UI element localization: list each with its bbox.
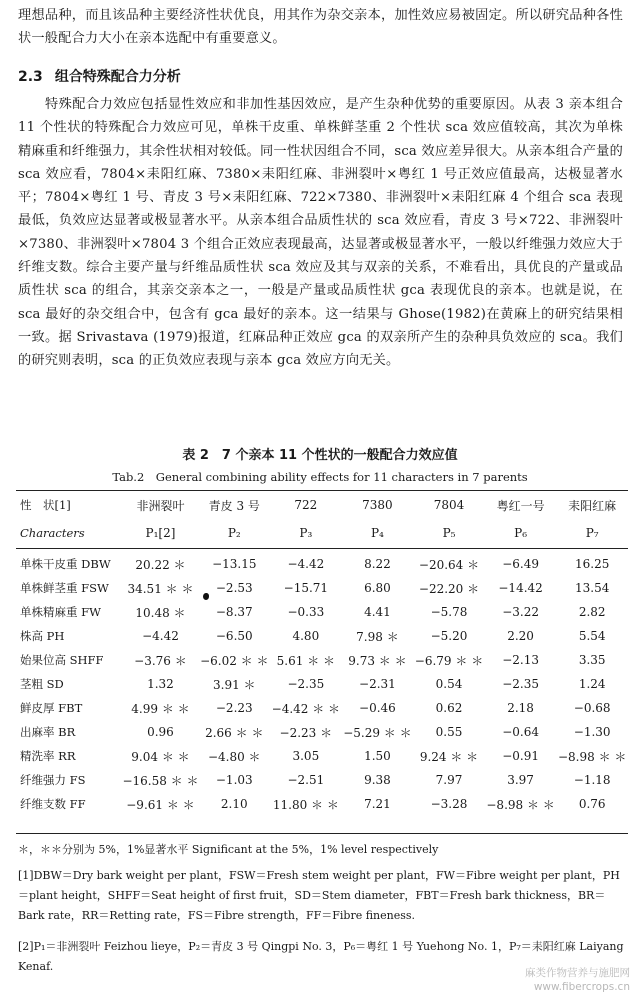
value-cell: −0.64 — [502, 725, 539, 739]
table-row — [16, 768, 628, 792]
header-cell: P₁[2] — [145, 526, 176, 540]
print-speck — [203, 593, 209, 600]
table-row — [16, 792, 628, 816]
value-cell: 1.50 — [364, 749, 391, 763]
value-cell: −14.42 — [498, 581, 543, 595]
header-cell: Characters — [20, 526, 85, 540]
value-cell: 2.82 — [578, 605, 606, 619]
value-cell: −4.42 — [287, 557, 325, 571]
value-cell: 3.35 — [578, 653, 606, 667]
value-cell: 6.80 — [364, 581, 391, 595]
table-row — [16, 672, 628, 696]
value-cell: −2.23 ＊ — [279, 725, 333, 740]
table-row — [16, 576, 628, 600]
value-cell: −16.58 ＊ ＊ — [122, 773, 199, 788]
table-row — [16, 720, 628, 744]
value-cell: 2.18 — [507, 701, 534, 715]
value-cell: 9.24 ＊ ＊ — [419, 749, 479, 764]
table-title-cn: 表 2 7 个亲本 11 个性状的一般配合力效应值 — [182, 448, 458, 463]
value-cell: 0.76 — [578, 797, 606, 811]
value-cell: −2.13 — [502, 653, 539, 667]
value-cell: 8.22 — [364, 557, 391, 571]
value-cell: 11.80 ＊ ＊ — [272, 797, 339, 812]
value-cell: −22.20 ＊ — [418, 581, 480, 596]
value-cell: 2.10 — [220, 797, 248, 811]
value-cell: 7.21 — [364, 797, 391, 811]
value-cell: 1.24 — [578, 677, 606, 691]
header-cell: 性 状[1] — [20, 498, 71, 512]
trait-cell: 单株干皮重 DBW — [20, 557, 111, 571]
table-row — [16, 624, 628, 648]
table-row — [16, 696, 628, 720]
header-cell: 7380 — [362, 498, 393, 512]
value-cell: −4.42 — [142, 629, 179, 643]
footnote-significance: ＊，＊＊分别为 5%，1%显著水平 Significant at the 5%，1% level respectively — [18, 843, 439, 856]
value-cell: 0.54 — [435, 677, 463, 691]
value-cell: 2.20 — [507, 629, 534, 643]
value-cell: −6.49 — [502, 557, 539, 571]
trait-cell: 精洗率 RR — [20, 749, 76, 763]
table-body — [16, 548, 628, 816]
header-cell: 粤红一号 — [496, 498, 545, 513]
value-cell: 7.97 — [435, 773, 463, 787]
header-cell: 青皮 3 号 — [208, 498, 260, 513]
trait-cell: 纤维强力 FS — [20, 773, 86, 787]
value-cell: −1.30 — [573, 725, 611, 739]
value-cell: −5.29 ＊ ＊ — [343, 725, 412, 740]
value-cell: −2.23 — [215, 701, 253, 715]
site-watermark — [525, 966, 630, 994]
value-cell: −6.50 — [215, 629, 253, 643]
header-cell: 耒阳红麻 — [568, 498, 617, 513]
value-cell: −3.76 ＊ — [134, 653, 187, 668]
header-cell: 722 — [294, 498, 318, 512]
trait-cell: 始果位高 SHFF — [20, 653, 104, 667]
value-cell: 9.73 ＊ ＊ — [348, 653, 407, 668]
value-cell: 5.61 ＊ ＊ — [276, 653, 336, 668]
table-row — [16, 744, 628, 768]
value-cell: −2.51 — [287, 773, 325, 787]
value-cell: 3.91 ＊ — [213, 677, 256, 692]
trait-cell: 茎粗 SD — [20, 677, 64, 691]
value-cell: −20.64 ＊ — [418, 557, 480, 572]
header-cell: P₃ — [299, 526, 313, 540]
value-cell: 3.05 — [292, 749, 320, 763]
footnote-abbreviations: [1]DBW＝Dry bark weight per plant，FSW＝Fresh stem weight per plant，FW＝Fibre weight per plant，PH＝plant height，SHFF＝Seat height of first fruit，SD＝Stem diameter，FBT＝Fresh bark thickness，BR＝Bark rate，RR＝Retting rate，FS＝Fibre strength，FF＝Fibre fineness. — [18, 869, 620, 922]
header-cell: P₄ — [370, 526, 384, 540]
value-cell: 4.80 — [292, 629, 320, 643]
value-cell: −13.15 — [212, 557, 257, 571]
value-cell: −1.18 — [573, 773, 611, 787]
value-cell: −5.20 — [430, 629, 468, 643]
value-cell: 13.54 — [575, 581, 610, 595]
table-header-row-cn — [16, 492, 628, 518]
value-cell: −6.79 ＊ ＊ — [414, 653, 484, 668]
trait-cell: 纤维支数 FF — [20, 797, 86, 811]
value-cell: −5.78 — [430, 605, 468, 619]
value-cell: 1.32 — [147, 677, 174, 691]
value-cell: 5.54 — [578, 629, 606, 643]
table-header-row-en — [16, 518, 628, 548]
trait-cell: 鲜皮厚 FBT — [20, 701, 83, 715]
value-cell: 0.55 — [435, 725, 463, 739]
value-cell: −9.61 ＊ ＊ — [126, 797, 195, 812]
header-cell: P₇ — [585, 526, 599, 540]
value-cell: 0.96 — [147, 725, 174, 739]
value-cell: −0.68 — [573, 701, 611, 715]
value-cell: −2.31 — [359, 677, 396, 691]
value-cell: −0.91 — [502, 749, 539, 763]
section-title: 组合特殊配合力分析 — [54, 69, 181, 85]
watermark-line: 麻类作物营养与施肥网 — [525, 967, 630, 979]
table-top-rule — [16, 490, 628, 491]
value-cell: 20.22 ＊ — [135, 557, 186, 572]
value-cell: −3.28 — [430, 797, 468, 811]
value-cell: 7.98 ＊ — [356, 629, 399, 644]
trait-cell: 单株精麻重 FW — [20, 605, 101, 619]
trait-cell: 株高 PH — [20, 629, 65, 643]
watermark-line: www.fibercrops.cn — [533, 981, 630, 993]
header-cell: P₆ — [514, 526, 528, 540]
value-cell: −4.80 ＊ — [207, 749, 261, 764]
value-cell: −0.46 — [359, 701, 396, 715]
header-cell: P₅ — [442, 526, 456, 540]
header-cell: 7804 — [433, 498, 465, 512]
table-title-en: Tab.2 General combining ability effects for 11 characters in 7 parents — [112, 470, 528, 484]
value-cell: −15.71 — [283, 581, 329, 595]
value-cell: −3.22 — [502, 605, 539, 619]
table-bottom-rule — [16, 833, 628, 834]
value-cell: −8.98 ＊ ＊ — [486, 797, 555, 812]
value-cell: 34.51 ＊ ＊ — [127, 581, 194, 596]
gca-table — [16, 492, 628, 816]
section-number: 2.3 — [18, 69, 43, 85]
value-cell: −1.03 — [215, 773, 253, 787]
value-cell: 2.66 ＊ ＊ — [205, 725, 264, 740]
table-row — [16, 648, 628, 672]
value-cell: −0.33 — [287, 605, 325, 619]
table-row — [16, 548, 628, 576]
value-cell: 4.99 ＊ ＊ — [131, 701, 190, 716]
value-cell: −4.42 ＊ ＊ — [271, 701, 341, 716]
body-paragraph: 特殊配合力效应包括显性效应和非加性基因效应，是产生杂种优势的重要原因。从表 3 亲本组合 11 个性状的特殊配合力效应可见，单株干皮重、单株鲜茎重 2 个性状 sca 效应值较高，其次为单株精麻重和纤维强力，其余性状相对较低。同一性状因组合不同，sca 效应差异很大。从亲本组合产量的 sca 效应看，7804×耒阳红麻、7380×耒阳红麻、非洲裂叶×粤红 1 号正效应值最高，达极显著水平；7804×粤红 1 号、青皮 3 号×耒阳红麻、722×7380、非洲裂叶×耒阳红麻 4 个组合 sca 表现最低，负效应达显著或极显著水平。从亲本组合品质性状的 sca 效应看，青皮 3 号×722、非洲裂叶×7380、非洲裂叶×7804 3 个组合正效应表现最高，达显著或极显著水平，一般以纤维强力效应大于纤维支数。综合主要产量与纤维品质性状 sca 效应及其与双亲的关系，不难看出，具优良的产量或品质性状 sca 的组合，其亲交亲本之一，一般是产量或品质性状 gca 表现优良的亲本。也就是说，在 sca 最好的杂交组合中，包含有 gca 最好的亲本。这一结果与 Ghose(1982)在黄麻上的研究结果相一致。据 Srivastava (1979)报道，红麻品种正效应 gca 的双亲所产生的杂种具负效应的 sca。我们的研究则表明，sca 的正负效应表现与亲本 gca 效应方向无关。 — [18, 97, 623, 369]
value-cell: −2.53 — [215, 581, 253, 595]
trait-cell: 单株鲜茎重 FSW — [20, 581, 109, 595]
value-cell: 3.97 — [507, 773, 534, 787]
value-cell: 16.25 — [575, 557, 610, 571]
header-cell: P₂ — [227, 526, 241, 540]
value-cell: 0.62 — [435, 701, 463, 715]
table-row — [16, 600, 628, 624]
value-cell: −2.35 — [287, 677, 325, 691]
value-cell: −2.35 — [502, 677, 539, 691]
section-heading — [18, 66, 181, 86]
header-cell: 非洲裂叶 — [136, 498, 185, 513]
value-cell: −8.98 ＊ ＊ — [557, 749, 627, 764]
top-paragraph: 理想品种，而且该品种主要经济性状优良，用其作为杂交亲本，加性效应易被固定。所以研究品种各性状一般配合力大小在亲本选配中有重要意义。 — [18, 8, 623, 47]
value-cell: 9.04 ＊ ＊ — [131, 749, 190, 764]
footnote-parents: [2]P₁＝非洲裂叶 Feizhou lieye，P₂＝青皮 3 号 Qingpi No. 3，P₆＝粤红 1 号 Yuehong No. 1，P₇＝耒阳红麻 Laiyang Kenaf. — [18, 940, 624, 973]
value-cell: −6.02 ＊ ＊ — [200, 653, 269, 668]
value-cell: 10.48 ＊ — [135, 605, 186, 620]
value-cell: −8.37 — [215, 605, 253, 619]
trait-cell: 出麻率 BR — [20, 725, 76, 739]
value-cell: 4.41 — [364, 605, 391, 619]
value-cell: 9.38 — [364, 773, 391, 787]
